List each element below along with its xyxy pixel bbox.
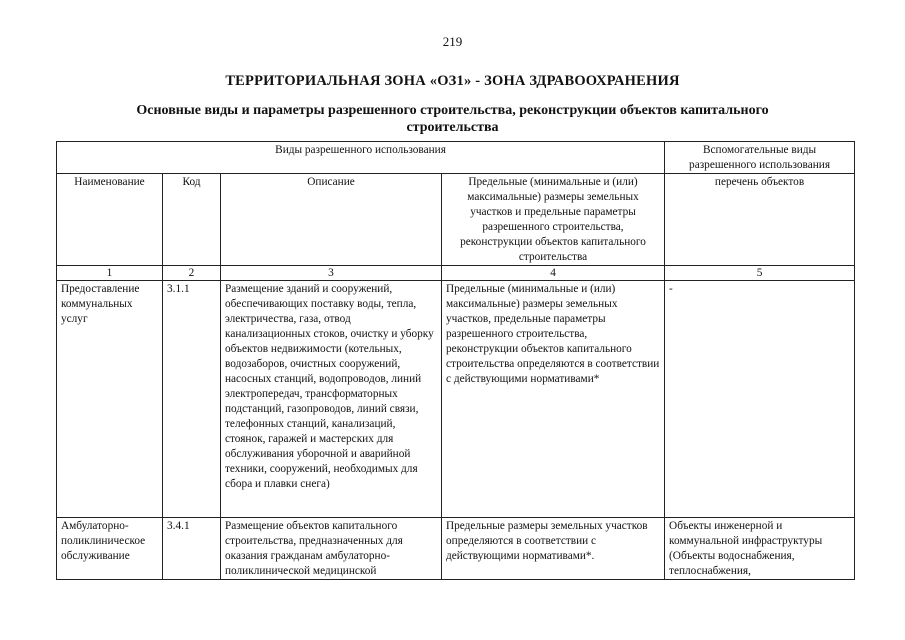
cell-name: Предоставление коммунальных услуг [57,281,163,518]
column-number: 2 [163,266,221,281]
cell-name: Амбулаторно-поликлиническое обслуживание [57,518,163,580]
page-number: 219 [442,34,463,49]
cell-params: Предельные (минимальные и (или) максимальные) размеры земельных участков, предельные параметры разрешенного строительства, реконструкции объектов капитального строительства определяются в соответствии с действующими нормативами* [442,281,665,518]
section-title: Основные виды и параметры разрешенного строительства, реконструкции объектов капитального строительства [136,103,769,135]
column-number-row [57,266,855,281]
cell-code: 3.4.1 [163,518,221,580]
cell-description: Размещение зданий и сооружений, обеспечивающих поставку воды, тепла, электричества, газа, отвод канализационных стоков, очистку и уборку объектов недвижимости (котельных, водозаборов, очистных сооружений, насосных станций, водопроводов, линий электропередач, трансформаторных подстанций, газопроводов, линий связи, телефонных станций, канализаций, стоянок, гаражей и мастерских для обслуживания уборочной и аварийной техники, сооружений, необходимых для сбора и плавки снега) [221,281,442,518]
cell-code: 3.1.1 [163,281,221,518]
cell-objects: - [665,281,855,518]
column-header-description: Описание [221,174,442,266]
cell-objects: Объекты инженерной и коммунальной инфраструктуры (Объекты водоснабжения, теплоснабжения, [665,518,855,580]
column-header-params: Предельные (минимальные и (или) максимальные) размеры земельных участков и предельные параметры разрешенного строительства, реконструкции объектов капитального строительства [442,174,665,266]
column-header-code: Код [163,174,221,266]
cell-params: Предельные размеры земельных участков определяются в соответствии с действующими нормативами*. [442,518,665,580]
column-number: 5 [665,266,855,281]
zone-title: ТЕРРИТОРИАЛЬНАЯ ЗОНА «ОЗ1» - ЗОНА ЗДРАВООХРАНЕНИЯ [225,73,680,89]
column-number: 3 [221,266,442,281]
column-header-objects: перечень объектов [665,174,855,266]
column-number: 4 [442,266,665,281]
permitted-use-table [56,141,855,580]
cell-description: Размещение объектов капитального строительства, предназначенных для оказания гражданам амбулаторно-поликлинической медицинской [221,518,442,580]
column-number: 1 [57,266,163,281]
table-group-header-row [57,142,855,174]
table-column-header-row [57,174,855,266]
column-header-name: Наименование [57,174,163,266]
table-row [57,281,855,518]
group-header-main: Виды разрешенного использования [57,142,665,174]
table-row [57,518,855,580]
group-header-aux: Вспомогательные виды разрешенного использования [665,142,855,174]
